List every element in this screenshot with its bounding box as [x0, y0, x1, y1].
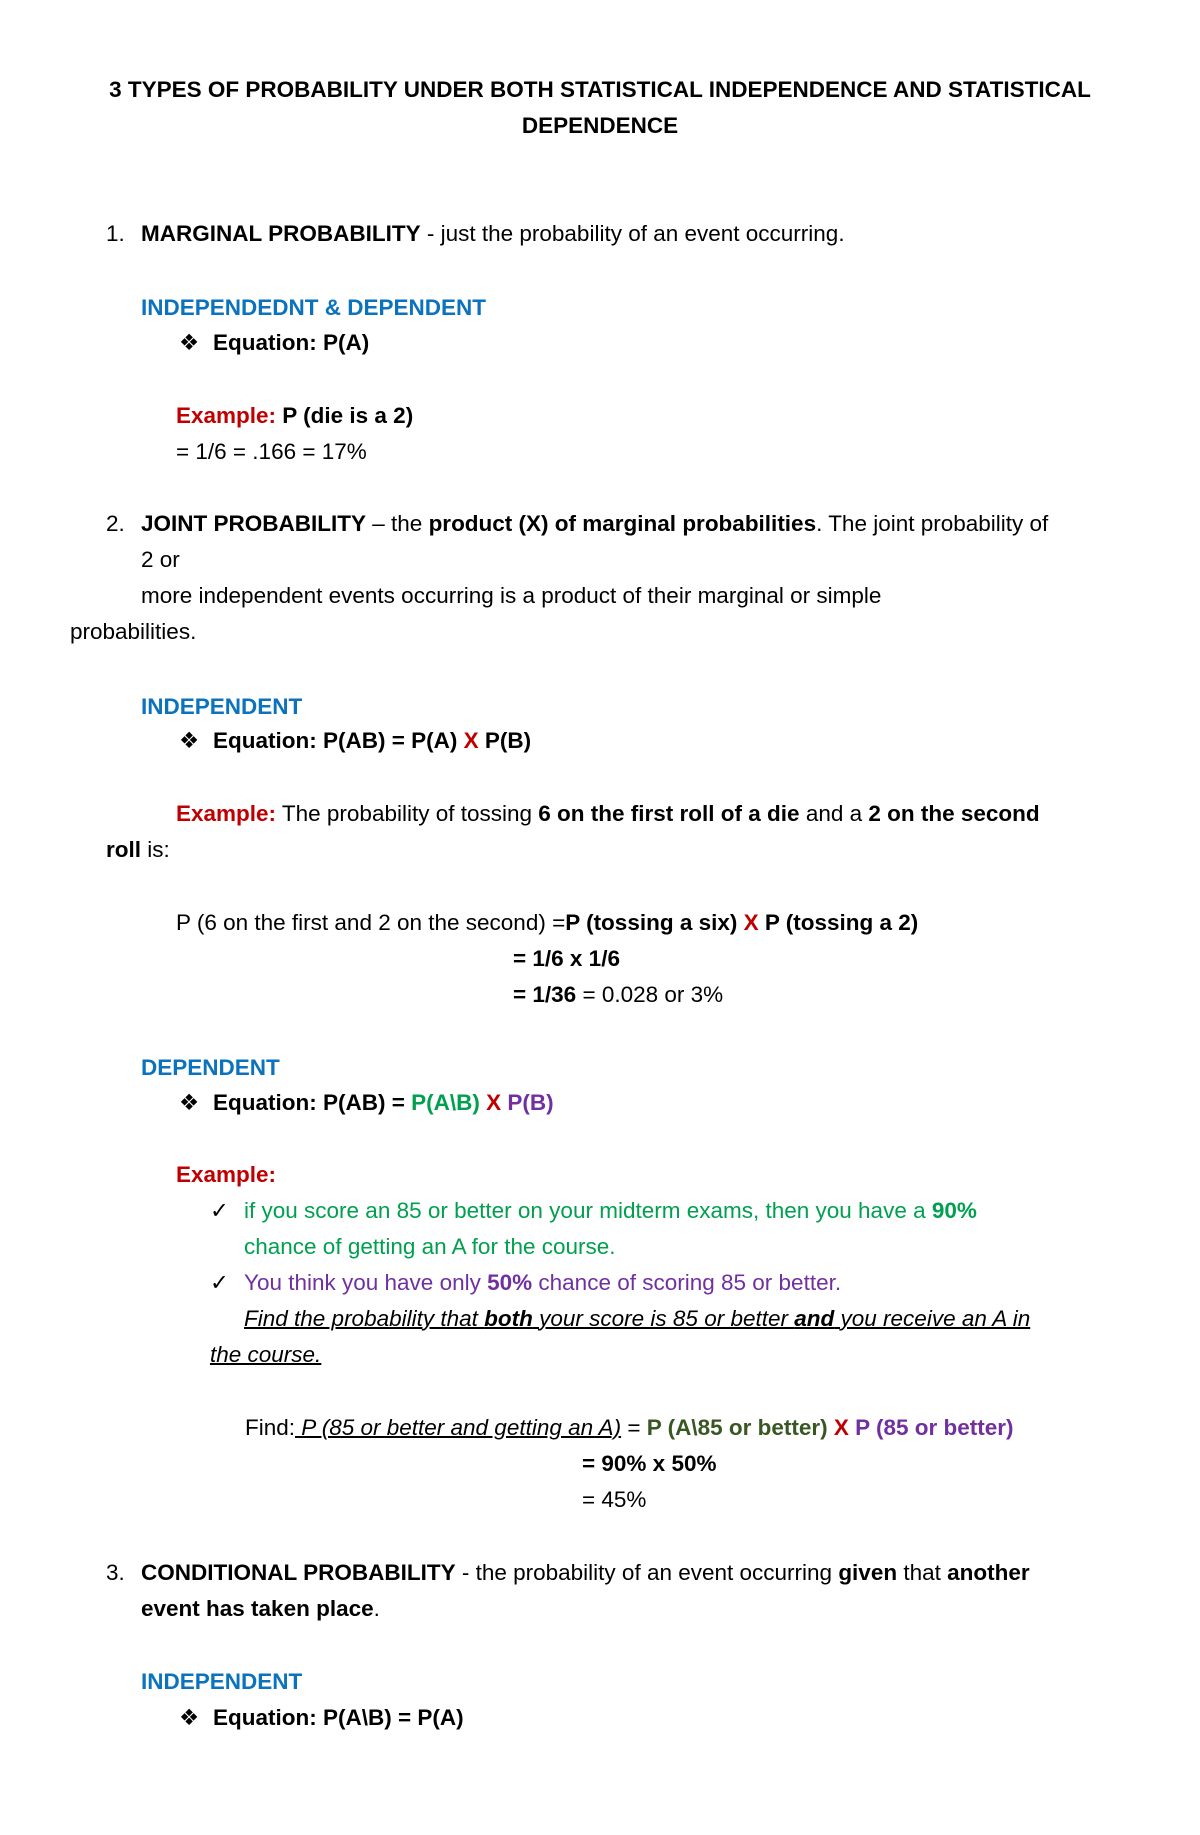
joint-independent-calc: P (6 on the first and 2 on the second) =P (tossing a six) X P (tossing a 2) — [176, 910, 919, 935]
diamond-bullet-icon: ❖ — [179, 1090, 200, 1115]
diamond-bullet-icon: ❖ — [179, 728, 200, 753]
joint-independent-example-line2: roll is: — [106, 837, 170, 862]
document-title-line2: DEPENDENCE — [521, 113, 679, 138]
joint-definition-line2: 2 or — [141, 547, 180, 572]
joint-dependent-check1: ✓ if you score an 85 or better on your midterm exams, then you have a 90% — [210, 1193, 977, 1229]
conditional-independent-label: INDEPENDENT — [141, 1669, 303, 1694]
joint-independent-equation: ❖ Equation: P(AB) = P(A) X P(B) — [179, 723, 531, 759]
marginal-result: = 1/6 = .166 = 17% — [176, 439, 367, 464]
diamond-bullet-icon: ❖ — [179, 330, 200, 355]
check-icon: ✓ — [210, 1270, 229, 1295]
joint-dependent-find-statement: Find the probability that both your score is 85 or better and you receive an A in — [244, 1306, 1031, 1331]
joint-dependent-check2: ✓ You think you have only 50% chance of scoring 85 or better. — [210, 1265, 841, 1301]
marginal-heading-line — [106, 216, 845, 252]
marginal-case-label: INDEPENDEDNT & DEPENDENT — [141, 295, 487, 320]
conditional-equation-line — [179, 1700, 464, 1736]
marginal-equation-line — [179, 325, 369, 361]
conditional-heading-line: 3. CONDITIONAL PROBABILITY - the probability of an event occurring given that another — [106, 1560, 1030, 1585]
joint-product-phrase: product (X) of marginal probabilities — [428, 511, 817, 536]
joint-definition-line4: probabilities. — [70, 619, 197, 644]
joint-heading-line: 2. JOINT PROBABILITY – the product (X) of marginal probabilities. The joint probability of — [106, 511, 1049, 536]
check-icon: ✓ — [210, 1198, 229, 1223]
marginal-definition: - just the probability of an event occurring. — [420, 221, 845, 246]
joint-heading: JOINT PROBABILITY — [141, 511, 367, 536]
diamond-bullet-icon: ❖ — [179, 1705, 200, 1730]
joint-dependent-calc: Find: P (85 or better and getting an A) = P (A\85 or better) X P (85 or better) — [245, 1415, 1014, 1440]
example-label: Example: — [176, 403, 277, 428]
list-number: 3. — [106, 1560, 125, 1585]
list-number: 2. — [106, 511, 125, 536]
conditional-definition-line2: event has taken place. — [141, 1596, 380, 1621]
document-title: 3 TYPES OF PROBABILITY UNDER BOTH STATISTICAL INDEPENDENCE AND STATISTICAL — [109, 77, 1091, 102]
conditional-equation: Equation: P(A\B) = P(A) — [213, 1705, 464, 1730]
joint-independent-calc-line3: = 1/36 = 0.028 or 3% — [513, 982, 724, 1007]
joint-independent-calc-line2: = 1/6 x 1/6 — [513, 946, 620, 971]
example-label: Example: — [176, 1162, 277, 1187]
joint-dependent-find-statement-line2: the course. — [210, 1342, 322, 1367]
marginal-heading: MARGINAL PROBABILITY — [141, 221, 421, 246]
marginal-example-text: P (die is a 2) — [276, 403, 414, 428]
conditional-heading: CONDITIONAL PROBABILITY — [141, 1560, 456, 1585]
joint-definition-line3: more independent events occurring is a product of their marginal or simple — [141, 583, 882, 608]
marginal-equation: Equation: P(A) — [213, 330, 370, 355]
joint-dependent-equation: ❖ Equation: P(AB) = P(A\B) X P(B) — [179, 1085, 554, 1121]
example-label: Example: — [176, 801, 277, 826]
joint-dependent-label: DEPENDENT — [141, 1055, 280, 1080]
joint-dependent-calc-line2: = 90% x 50% — [582, 1451, 717, 1476]
marginal-example — [176, 398, 413, 434]
joint-dependent-calc-line3: = 45% — [582, 1487, 647, 1512]
joint-dependent-check1-line2: chance of getting an A for the course. — [244, 1234, 616, 1259]
list-number: 1. — [106, 221, 125, 246]
joint-independent-label: INDEPENDENT — [141, 694, 303, 719]
joint-independent-example: Example: The probability of tossing 6 on the first roll of a die and a 2 on the second — [176, 801, 1040, 826]
